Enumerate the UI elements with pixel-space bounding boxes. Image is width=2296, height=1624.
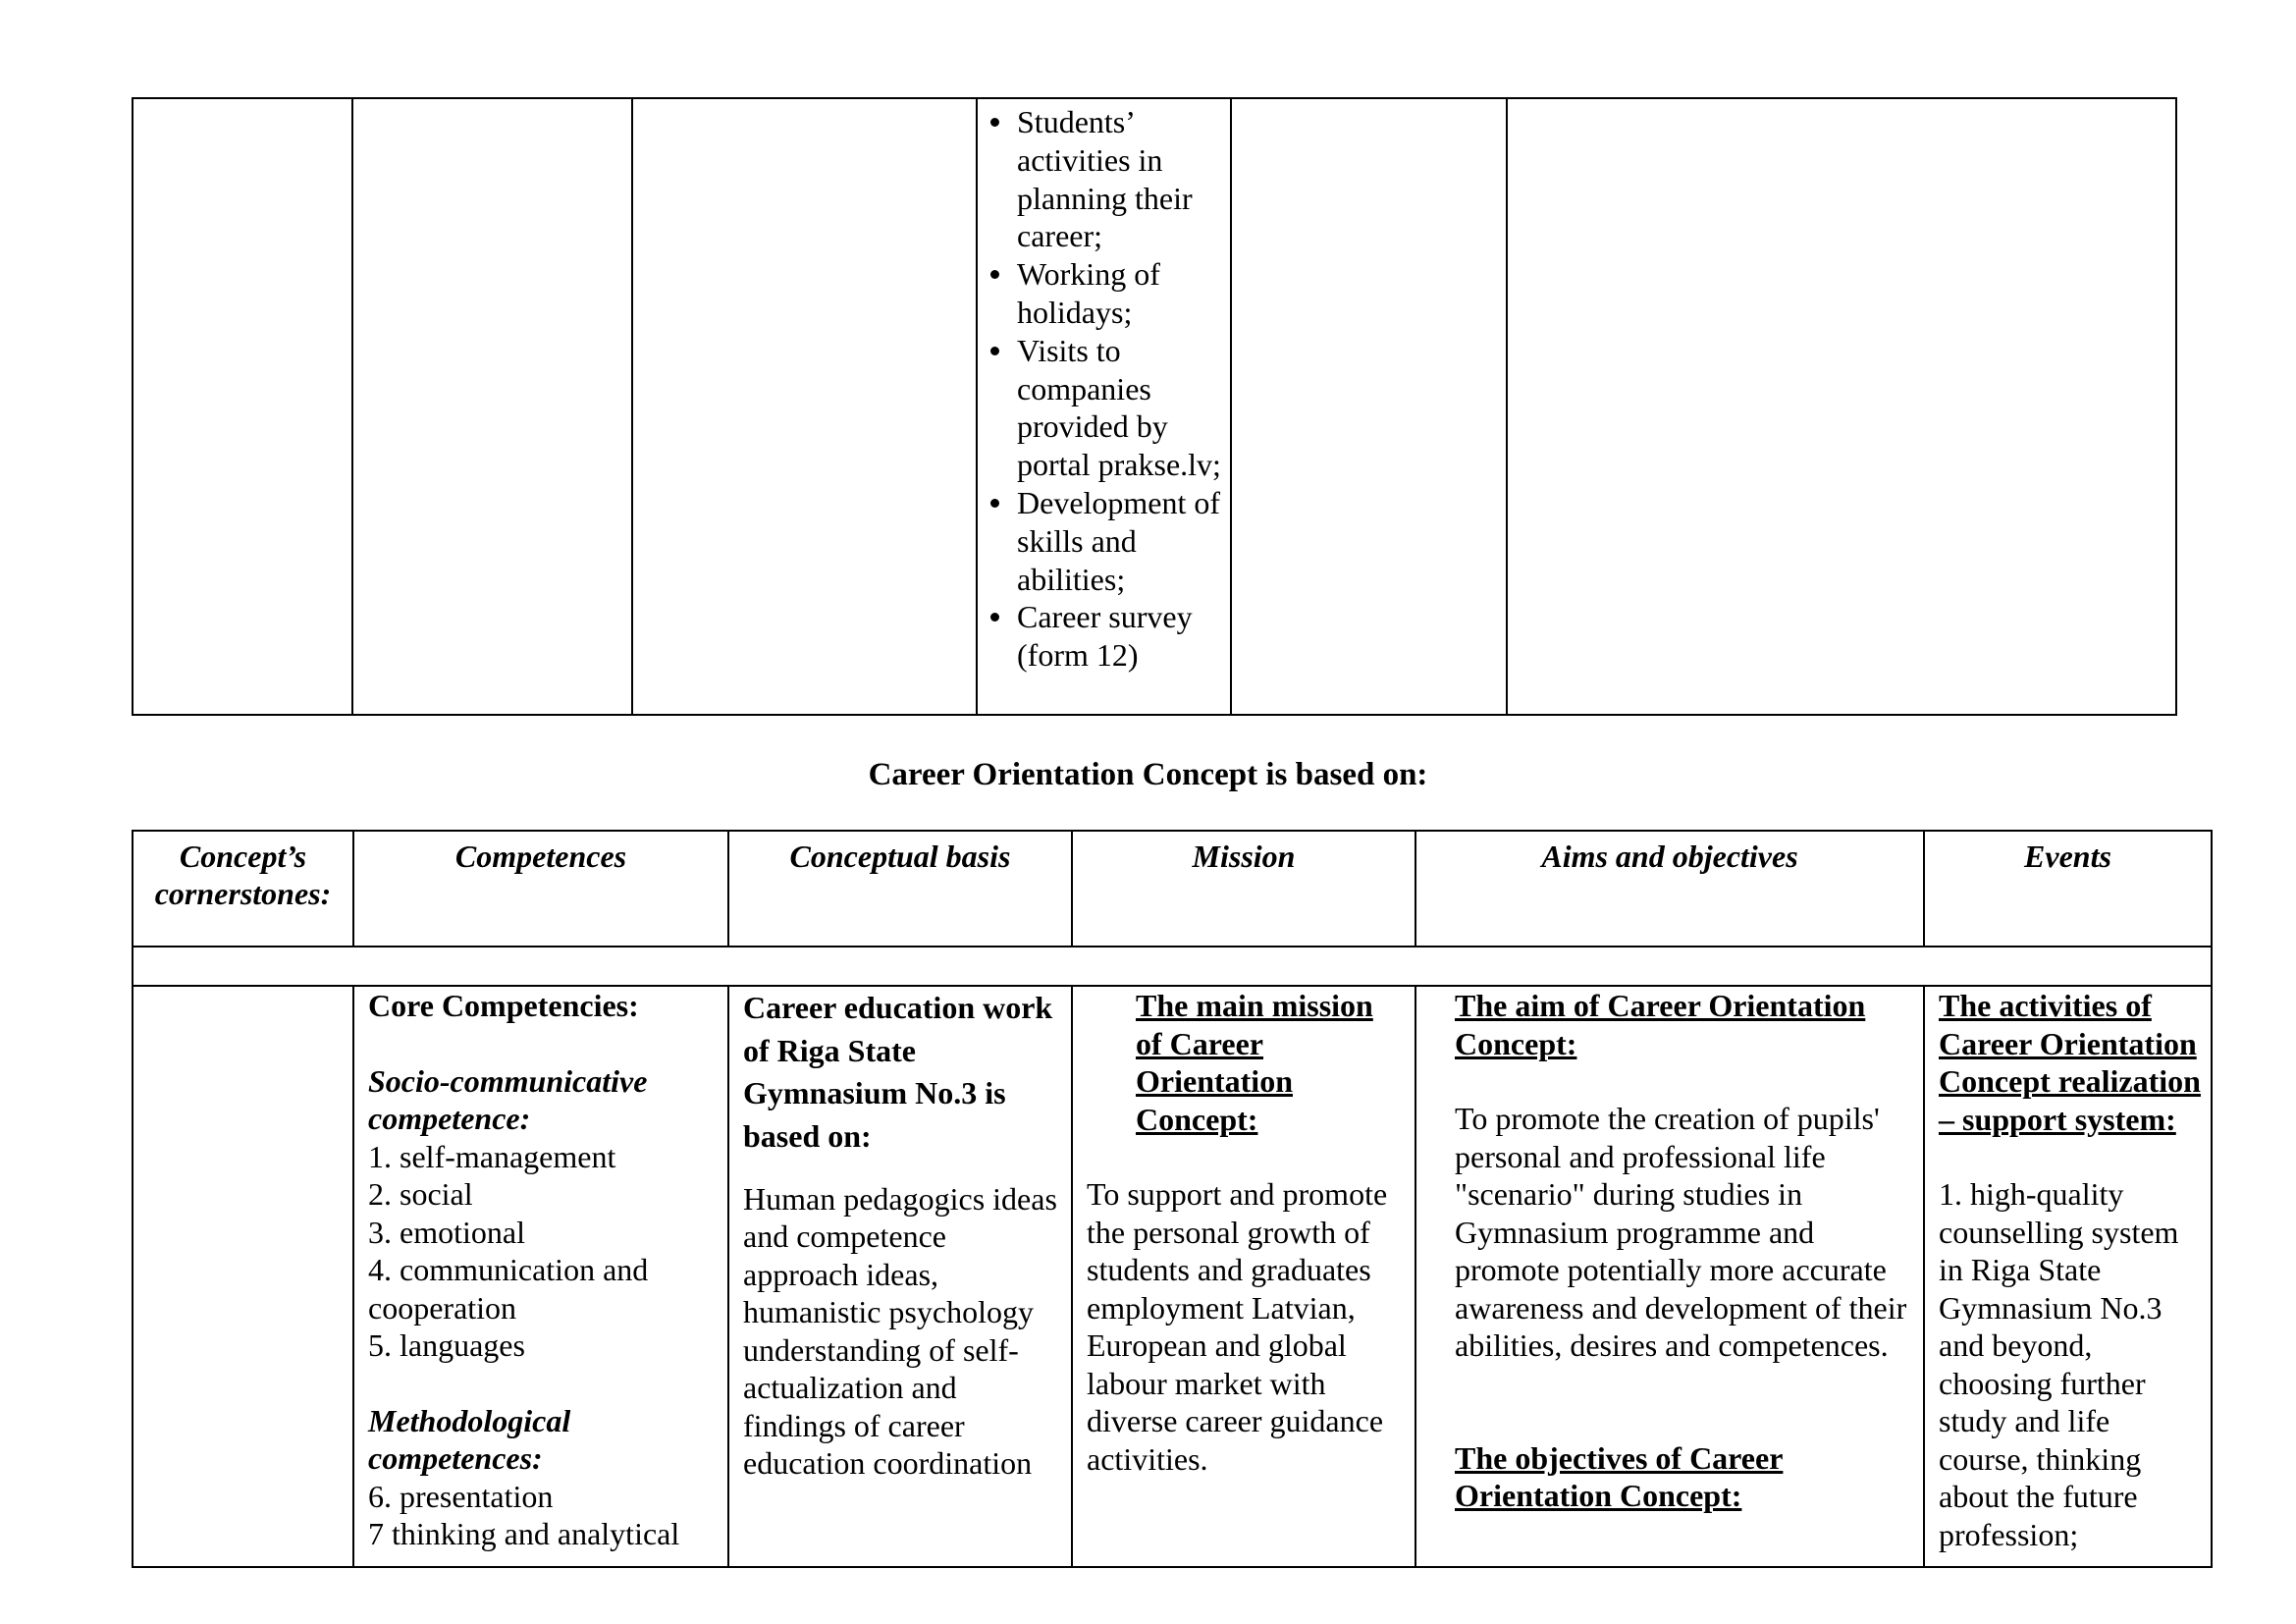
events-text: 1. high-quality counselling system in Riga State Gymnasium No.3 and beyond, choosing further study and life course, thinking about the future profession; — [1939, 1176, 2179, 1552]
mission-text: To support and promote the personal growth of students and graduates employment Latvian, European and global labour market with diverse career guidance activities. — [1087, 1176, 1388, 1477]
list-item: 5. languages — [368, 1327, 525, 1363]
spacer-row — [133, 947, 2212, 986]
list-item: Visits to companies provided by portal prakse.lv; — [986, 332, 1230, 484]
concept-table — [132, 830, 2213, 1568]
empty-cell — [133, 98, 352, 715]
list-item: Working of holidays; — [986, 255, 1230, 332]
list-item: 7 thinking and analytical — [368, 1516, 680, 1551]
header-mission: Mission — [1072, 831, 1415, 947]
activities-list — [978, 99, 1230, 675]
objectives-title: The objectives of Career Orientation Concept: — [1455, 1439, 1784, 1513]
mission-cell — [1072, 986, 1415, 1567]
header-conceptual-basis: Conceptual basis — [728, 831, 1072, 947]
competences-cell — [353, 986, 728, 1567]
cornerstones-cell — [133, 986, 353, 1567]
activities-cell — [977, 98, 1231, 715]
section-heading: Career Orientation Concept is based on: — [868, 757, 1428, 792]
aims-cell — [1415, 986, 1924, 1567]
aim-title: The aim of Career Orientation Concept: — [1455, 988, 1866, 1061]
empty-cell — [1231, 98, 1507, 715]
socio-title: Socio-communicative competence: — [368, 1062, 648, 1136]
list-item: 4. communication and cooperation — [368, 1252, 649, 1326]
header-cornerstones: Concept’s cornerstones: — [133, 831, 353, 947]
list-item: Students’ activities in planning their career; — [986, 103, 1230, 255]
mission-title: The main mission of Career Orientation Concept: — [1136, 988, 1373, 1137]
conceptual-title: Career education work of Riga State Gymnasium No.3 is based on: — [743, 990, 1053, 1155]
aim-text: To promote the creation of pupils' personal and professional life "scenario" during studies in Gymnasium programme and promote potentially more accurate awareness and development of their abilities, desires and competences. — [1455, 1101, 1907, 1363]
empty-cell — [1507, 98, 2176, 715]
empty-cell — [632, 98, 977, 715]
list-item: Career survey (form 12) — [986, 598, 1230, 675]
list-item: 2. social — [368, 1176, 473, 1212]
list-item: 1. self-management — [368, 1138, 616, 1174]
list-item: 6. presentation — [368, 1478, 554, 1514]
header-competences: Competences — [353, 831, 728, 947]
competences-title: Core Competencies: — [368, 988, 639, 1023]
header-events: Events — [1924, 831, 2212, 947]
top-continuation-table — [132, 97, 2177, 716]
empty-cell — [352, 98, 632, 715]
events-title: The activities of Career Orientation Concept realization – support system: — [1939, 988, 2201, 1137]
list-item: Development of skills and abilities; — [986, 484, 1230, 598]
conceptual-text: Human pedagogics ideas and competence approach ideas, humanistic psychology understanding of self-actualization and findings of career education coordination — [743, 1180, 1057, 1482]
list-item: 3. emotional — [368, 1214, 525, 1250]
events-cell — [1924, 986, 2212, 1567]
method-title: Methodological competences: — [368, 1402, 571, 1476]
header-aims: Aims and objectives — [1415, 831, 1924, 947]
conceptual-basis-cell — [728, 986, 1072, 1567]
